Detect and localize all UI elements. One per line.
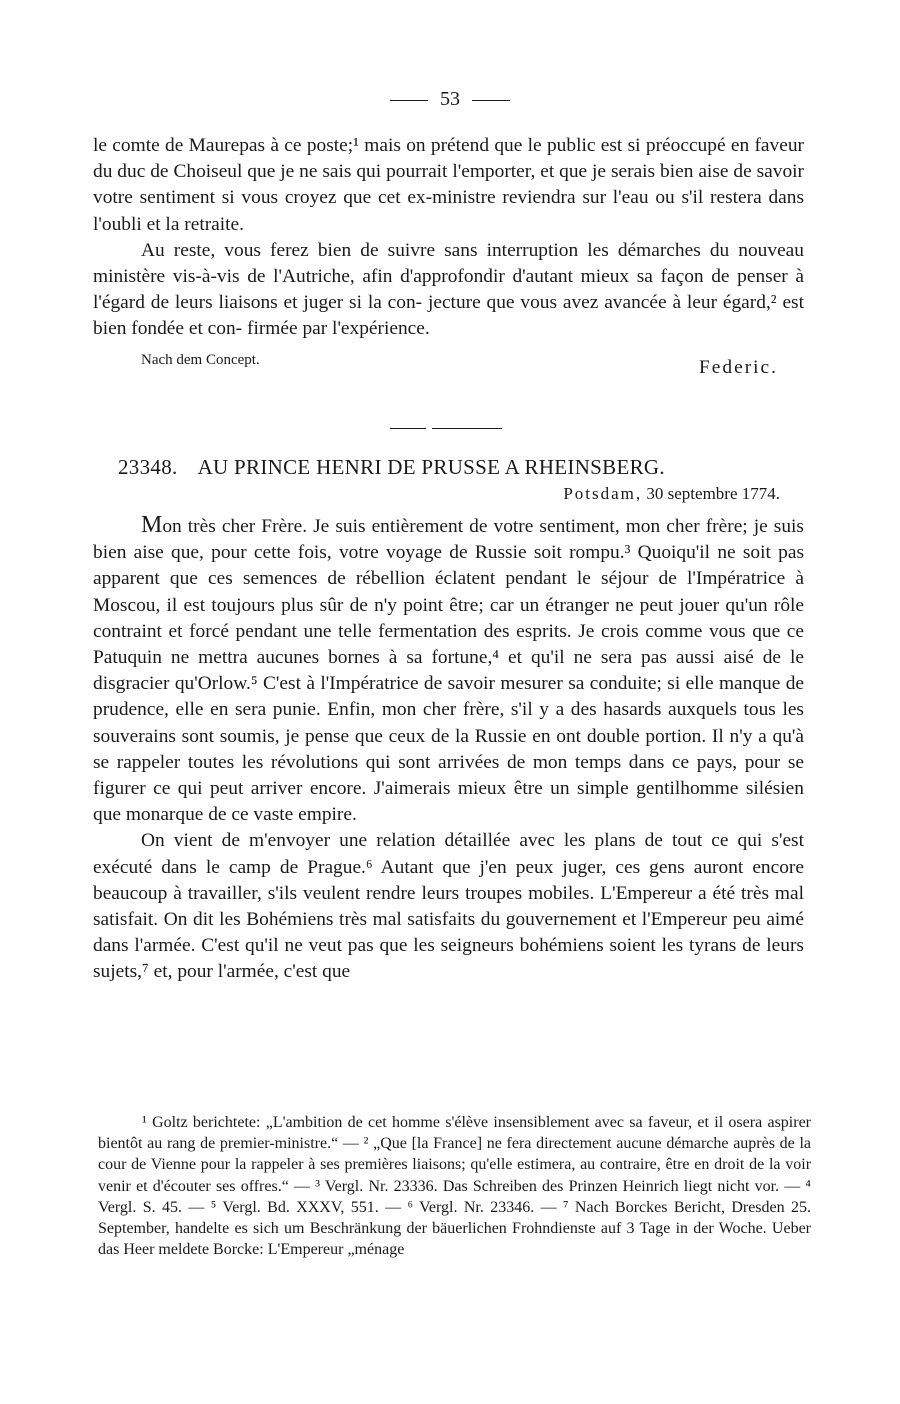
text-line: on très cher Frère. Je suis entièrement de votre sentiment, mon — [162, 516, 661, 537]
letter-body — [93, 512, 804, 986]
footnote-line: [la France] ne fera directement aucune démarche auprès de la cour de Vienne — [98, 1135, 812, 1174]
text-line: toujours plus sûr de n'y point être; car un étranger ne peut jouer qu'un — [211, 594, 768, 616]
text-line: mieux sa façon de penser à l'égard de leurs liaisons et juger si la con- — [93, 266, 804, 314]
previous-letter-continuation — [93, 133, 804, 378]
text-line: C'est à l'Impératrice de savoir mesurer sa conduite; si elle manque de — [263, 673, 805, 695]
letter-number: 23348. — [118, 455, 178, 479]
letter-paragraph-2 — [93, 828, 804, 985]
footnote-line: ¹ Goltz berichtete: „L'ambition de cet homme s'élève insensiblement avec — [142, 1114, 624, 1131]
text-line: tout ce qui s'est exécuté dans le camp de Prague.⁶ Autant que j'en — [93, 830, 804, 878]
footnotes — [98, 1112, 811, 1260]
text-line: jecture que vous avez avancée à leur égard,² est bien fondée et con- — [93, 292, 804, 340]
section-divider — [390, 428, 502, 429]
text-line: firmée par l'expérience. — [247, 318, 430, 340]
text-line: peu aimé dans l'armée. C'est qu'il ne veut pas que les seigneurs — [93, 909, 804, 957]
text-line: l'oubli et la retraite. — [93, 213, 245, 235]
letter-dateline — [563, 484, 780, 504]
signature-row — [93, 347, 804, 378]
text-line: du nouveau ministère vis-à-vis de l'Autriche, afin d'approfondir d'autant — [93, 239, 804, 288]
text-line: fortune,⁴ et qu'il ne sera pas aussi aisé de le disgracier qu'Orlow.⁵ — [93, 647, 804, 695]
letter-heading — [118, 455, 818, 480]
text-line: silésien que monarque de ce vaste empire. — [93, 778, 804, 826]
initial-letter: M — [141, 512, 163, 538]
page-number: 53 — [440, 88, 460, 110]
signature: Federic. — [699, 356, 778, 378]
page-header — [0, 88, 900, 111]
text-line: crois comme vous que ce Patuquin ne mettra aucunes bornes à sa — [93, 620, 805, 669]
continuation-paragraph-1 — [93, 133, 804, 238]
header-rule-right — [472, 100, 510, 101]
header-rule-left — [390, 100, 428, 101]
text-line: peux juger, ces gens auront encore beaucoup à travailler, s'ils veulent — [93, 856, 804, 904]
source-note: Nach dem Concept. — [141, 351, 260, 368]
text-line: rôle contraint et forcé pendant une telle fermentation des esprits. Je — [93, 594, 805, 642]
footnote-line: sa faveur, et il osera aspirer bientôt au rang de premier-ministre.“ — ² „Que — [98, 1114, 812, 1153]
text-line: Russie soit rompu.³ Quoiqu'il ne soit pas apparent que ces semences — [93, 542, 804, 590]
letter-addressee: AU PRINCE HENRI DE PRUSSE A RHEINSBERG. — [197, 455, 665, 479]
text-line: dit les Bohémiens très mal satisfaits du gouvernement et l'Empereur — [193, 909, 728, 931]
footnote-block — [98, 1112, 811, 1260]
text-line: pourrait l'emporter, et que je serais bien aise de savoir votre sentiment — [93, 161, 804, 209]
letter-paragraph-1 — [93, 512, 804, 828]
divider-segment — [390, 428, 426, 429]
text-line: si vous croyez que cet ex-ministre reviendra sur l'eau ou s'il restera dans — [221, 187, 804, 209]
text-line: peut arriver encore. J'aimerais mieux être un simple gentilhomme — [209, 778, 739, 800]
text-line: On vient de m'envoyer une relation détaillée avec les plans de — [141, 830, 663, 852]
footnote-line: pour la rappeler à ses premières liaisons; qu'elle estimera, au contraire, être en — [200, 1156, 710, 1174]
text-line: le comte de Maurepas à ce poste;¹ mais on prétend que le public — [93, 135, 596, 156]
text-line: qui sont arrivées de mon temps dans ce pays, pour se figurer ce qui — [93, 751, 804, 800]
text-line: prudence, elle en sera punie. Enfin, mon cher frère, s'il y a des hasards — [93, 699, 662, 721]
footnote-line: auf 3 Tage in der Woche. Ueber das Heer meldete Borcke: L'Empereur „ménage — [98, 1220, 812, 1259]
dateline-place: Potsdam, — [563, 484, 643, 503]
continuation-paragraph-2 — [93, 238, 804, 343]
text-line: Au reste, vous ferez bien de suivre sans interruption les démarches — [141, 239, 701, 261]
text-line: rendre leurs troupes mobiles. L'Empereur a été très mal satisfait. On — [93, 882, 804, 931]
footnote-line: 25. September, handelte es sich um Beschränkung der bäuerlichen Frohndienste — [98, 1198, 812, 1238]
footnote-line: Bd. XXXV, 551. — ⁶ Vergl. Nr. 23346. — ⁷ Nach Borckes Bericht, Dresden — [267, 1198, 785, 1216]
text-line: auxquels tous les souverains sont soumis, je pense que ceux de la Russie — [93, 699, 804, 747]
text-line: bohémiens soient les tyrans de leurs sujets,⁷ et, pour l'armée, c'est que — [93, 935, 804, 983]
text-line: cher frère; je suis bien aise que, pour cette fois, votre voyage de — [93, 516, 804, 564]
text-line: est si préoccupé en faveur du duc de Choiseul que je ne sais qui — [93, 135, 804, 183]
dateline-date: 30 septembre 1774. — [646, 484, 780, 503]
divider-segment — [432, 428, 502, 429]
footnote-line: Schreiben des Prinzen Heinrich liegt nicht vor. — ⁴ Vergl. S. 45. — ⁵ Vergl. — [98, 1177, 811, 1216]
text-line: en ont double portion. Il n'y a qu'à se rappeler toutes les révolutions — [93, 725, 804, 773]
footnote-line: droit de la voir venir et d'écouter ses offres.“ — ³ Vergl. Nr. 23336. Das — [98, 1156, 812, 1195]
text-line: de rébellion éclatent pendant le séjour de l'Impératrice à Moscou, il est — [93, 568, 804, 616]
